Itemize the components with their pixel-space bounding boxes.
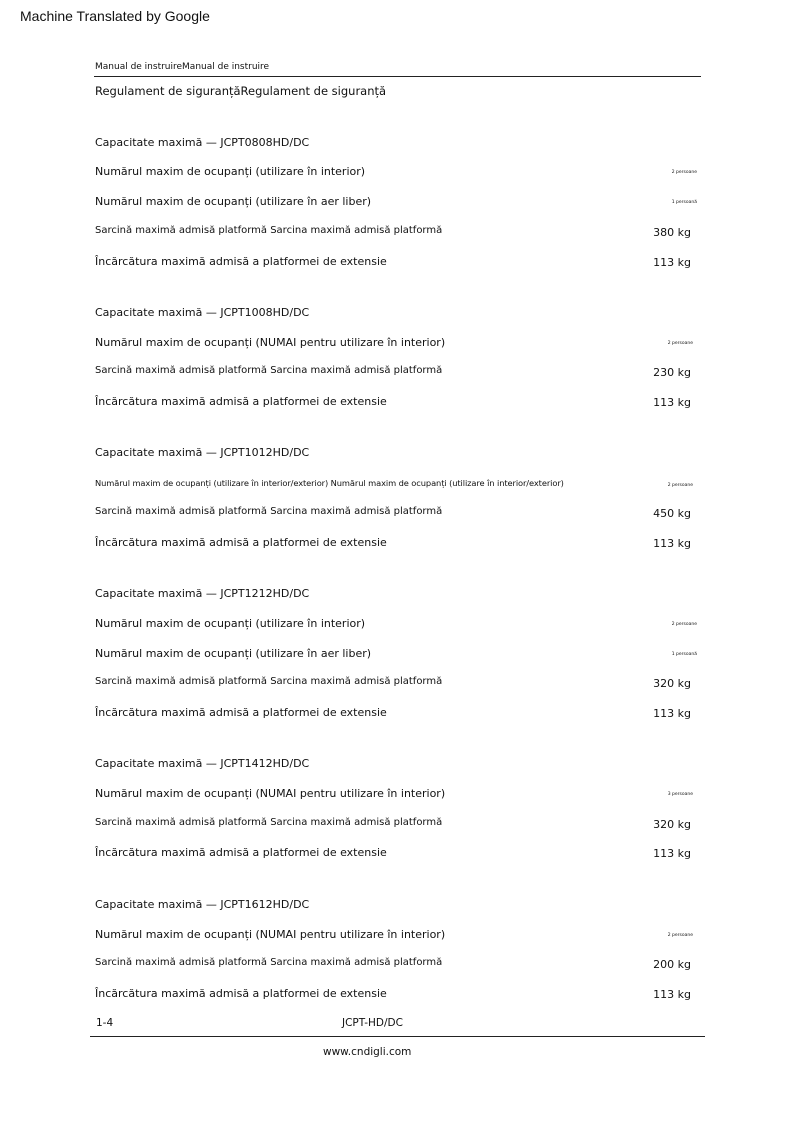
spec-value: 230 kg bbox=[653, 366, 691, 379]
spec-row bbox=[95, 706, 701, 722]
spec-label: Sarcină maximă admisă platformă Sarcina maximă admisă platformă bbox=[95, 817, 443, 828]
spec-row bbox=[95, 225, 701, 241]
spec-row bbox=[95, 165, 701, 181]
spec-label: Numărul maxim de ocupanți (utilizare în interior) bbox=[95, 165, 366, 178]
spec-label: Încărcătura maximă admisă a platformei de extensie bbox=[95, 987, 387, 1000]
spec-label: Încărcătura maximă admisă a platformei de extensie bbox=[95, 846, 387, 859]
spec-value: 2 persoane bbox=[667, 341, 693, 346]
spec-value: 2 persoane bbox=[671, 622, 697, 627]
running-header-manual: Manual de instruireManual de instruire bbox=[95, 62, 270, 72]
spec-label: Sarcină maximă admisă platformă Sarcina maximă admisă platformă bbox=[95, 676, 443, 687]
header-divider bbox=[94, 76, 701, 77]
capacity-section-title: Capacitate maximă — JCPT1412HD/DC bbox=[95, 757, 310, 770]
spec-value: 113 kg bbox=[653, 847, 691, 860]
spec-label: Numărul maxim de ocupanți (NUMAI pentru utilizare în interior) bbox=[95, 787, 446, 800]
capacity-section-title: Capacitate maximă — JCPT1212HD/DC bbox=[95, 587, 310, 600]
spec-value: 450 kg bbox=[653, 507, 691, 520]
spec-row bbox=[95, 395, 701, 411]
spec-label: Încărcătura maximă admisă a platformei de extensie bbox=[95, 536, 387, 549]
spec-row bbox=[95, 787, 701, 803]
spec-label: Numărul maxim de ocupanți (NUMAI pentru utilizare în interior) bbox=[95, 336, 446, 349]
spec-row bbox=[95, 647, 701, 663]
spec-label: Încărcătura maximă admisă a platformei de extensie bbox=[95, 395, 387, 408]
spec-label: Numărul maxim de ocupanți (utilizare în aer liber) bbox=[95, 647, 372, 660]
spec-row bbox=[95, 478, 701, 494]
capacity-section-title: Capacitate maximă — JCPT1012HD/DC bbox=[95, 446, 310, 459]
page-number: 1-4 bbox=[96, 1017, 114, 1029]
spec-value: 113 kg bbox=[653, 256, 691, 269]
spec-value: 113 kg bbox=[653, 396, 691, 409]
spec-value: 1 persoană bbox=[671, 200, 697, 205]
spec-label: Sarcină maximă admisă platformă Sarcina maximă admisă platformă bbox=[95, 365, 443, 376]
spec-value: 2 persoane bbox=[667, 933, 693, 938]
spec-row bbox=[95, 987, 701, 1003]
spec-row bbox=[95, 336, 701, 352]
spec-row bbox=[95, 846, 701, 862]
spec-value: 320 kg bbox=[653, 818, 691, 831]
spec-row bbox=[95, 536, 701, 552]
footer-model: JCPT-HD/DC bbox=[342, 1017, 403, 1029]
section-heading: Regulament de siguranțăRegulament de siguranță bbox=[95, 84, 387, 98]
spec-label: Sarcină maximă admisă platformă Sarcina maximă admisă platformă bbox=[95, 506, 443, 517]
spec-row bbox=[95, 195, 701, 211]
spec-label: Încărcătura maximă admisă a platformei de extensie bbox=[95, 706, 387, 719]
spec-row bbox=[95, 255, 701, 271]
spec-value: 1 persoană bbox=[671, 652, 697, 657]
capacity-section-title: Capacitate maximă — JCPT1008HD/DC bbox=[95, 306, 310, 319]
spec-value: 2 persoane bbox=[671, 170, 697, 175]
spec-row bbox=[95, 365, 701, 381]
spec-value: 2 persoane bbox=[667, 483, 693, 488]
spec-label: Numărul maxim de ocupanți (utilizare în interior) bbox=[95, 617, 366, 630]
spec-row bbox=[95, 817, 701, 833]
spec-row bbox=[95, 676, 701, 692]
spec-value: 113 kg bbox=[653, 988, 691, 1001]
spec-row bbox=[95, 957, 701, 973]
spec-label: Numărul maxim de ocupanți (NUMAI pentru utilizare în interior) bbox=[95, 928, 446, 941]
spec-value: 320 kg bbox=[653, 677, 691, 690]
footer-divider bbox=[90, 1036, 705, 1037]
spec-value: 113 kg bbox=[653, 537, 691, 550]
spec-row bbox=[95, 506, 701, 522]
capacity-section-title: Capacitate maximă — JCPT0808HD/DC bbox=[95, 136, 310, 149]
spec-label: Numărul maxim de ocupanți (utilizare în interior/exterior) Numărul maxim de ocupanți (utilizare în interior/exterior) bbox=[95, 478, 564, 488]
spec-label: Sarcină maximă admisă platformă Sarcina maximă admisă platformă bbox=[95, 957, 443, 968]
spec-label: Sarcină maximă admisă platformă Sarcina maximă admisă platformă bbox=[95, 225, 443, 236]
spec-value: 3 persoane bbox=[667, 792, 693, 797]
spec-row bbox=[95, 617, 701, 633]
spec-value: 113 kg bbox=[653, 707, 691, 720]
translation-banner: Machine Translated by Google bbox=[20, 8, 210, 24]
spec-value: 200 kg bbox=[653, 958, 691, 971]
spec-row bbox=[95, 928, 701, 944]
capacity-section-title: Capacitate maximă — JCPT1612HD/DC bbox=[95, 898, 310, 911]
spec-label: Numărul maxim de ocupanți (utilizare în aer liber) bbox=[95, 195, 372, 208]
spec-value: 380 kg bbox=[653, 226, 691, 239]
footer-url: www.cndigli.com bbox=[323, 1046, 412, 1058]
spec-label: Încărcătura maximă admisă a platformei de extensie bbox=[95, 255, 387, 268]
